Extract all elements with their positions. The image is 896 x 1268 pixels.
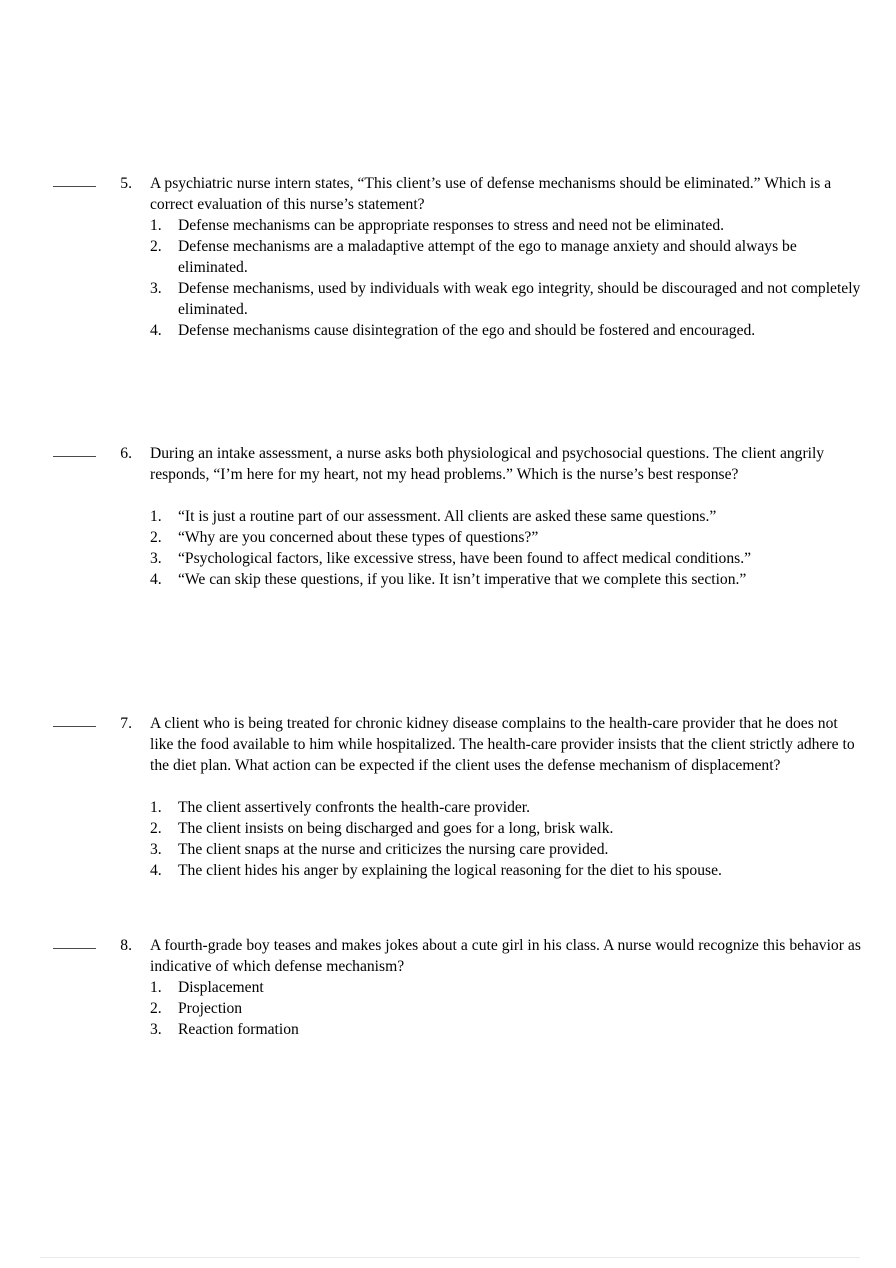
option-text: “We can skip these questions, if you like. It isn’t imperative that we complete this section.” [178, 571, 747, 588]
question-number-7: 7. [120, 715, 132, 732]
option-text: Displacement [178, 979, 264, 996]
option-text: The client assertively confronts the health-care provider. [178, 799, 531, 816]
question-text-7: A client who is being treated for chronic kidney disease complains to the health-care provider that he does not like the food available to him while hospitalized. The health-care provider insists that the client strictly adhere to the diet plan. What action can be expected if the client uses the defense mechanism of displacement? [150, 715, 855, 774]
option-number: 4. [150, 322, 162, 339]
option-item[interactable] [150, 1019, 862, 1040]
option-item[interactable] [150, 818, 862, 839]
option-number: 2. [150, 820, 162, 837]
option-number: 3. [150, 841, 162, 858]
question-block-5 [0, 173, 896, 339]
option-text: Defense mechanisms cause disintegration of the ego and should be fostered and encouraged. [178, 322, 756, 339]
option-text: The client insists on being discharged and goes for a long, brisk walk. [178, 820, 614, 837]
option-text: “It is just a routine part of our assessment. All clients are asked these same questions.” [178, 508, 717, 525]
option-number: 2. [150, 529, 162, 546]
option-number: 4. [150, 862, 162, 879]
option-item[interactable] [150, 569, 862, 590]
option-text: The client snaps at the nurse and criticizes the nursing care provided. [178, 841, 609, 858]
question-text-8: A fourth-grade boy teases and makes jokes about a cute girl in his class. A nurse would recognize this behavior as indicative of which defense mechanism? [150, 937, 861, 975]
option-number: 3. [150, 280, 162, 297]
question-number-6: 6. [120, 445, 132, 462]
option-number: 1. [150, 217, 162, 234]
option-item[interactable] [150, 998, 862, 1019]
answer-blank-line-7[interactable] [53, 726, 96, 727]
question-block-7 [0, 713, 896, 879]
question-block-8 [0, 935, 896, 1038]
option-text: Projection [178, 1000, 243, 1017]
option-text: Reaction formation [178, 1021, 299, 1038]
option-text: Defense mechanisms are a maladaptive attempt of the ego to manage anxiety and should always be eliminated. [178, 238, 797, 276]
option-item[interactable] [150, 977, 862, 998]
option-item[interactable] [150, 527, 862, 548]
option-item[interactable] [150, 215, 862, 236]
option-number: 4. [150, 571, 162, 588]
option-item[interactable] [150, 320, 862, 341]
option-text: “Psychological factors, like excessive stress, have been found to affect medical conditions.” [178, 550, 752, 567]
option-number: 1. [150, 979, 162, 996]
question-stem-row-5 [0, 173, 896, 215]
question-number-5: 5. [120, 175, 132, 192]
question-stem-row-7 [0, 713, 896, 797]
option-number: 3. [150, 1021, 162, 1038]
option-number: 1. [150, 799, 162, 816]
options-list-7 [150, 797, 862, 881]
option-item[interactable] [150, 839, 862, 860]
options-list-5 [150, 215, 862, 341]
question-text-5: A psychiatric nurse intern states, “This client’s use of defense mechanisms should be eliminated.” Which is a correct evaluation of this nurse’s statement? [150, 175, 832, 213]
question-stem-row-6 [0, 443, 896, 506]
option-item[interactable] [150, 278, 862, 320]
option-item[interactable] [150, 797, 862, 818]
answer-blank-line-5[interactable] [53, 186, 96, 187]
option-number: 1. [150, 508, 162, 525]
question-stem-row-8 [0, 935, 896, 977]
question-text-6: During an intake assessment, a nurse asks both physiological and psychosocial questions. The client angrily responds, “I’m here for my heart, not my head problems.” Which is the nurse’s best response? [150, 445, 825, 483]
option-item[interactable] [150, 548, 862, 569]
answer-blank-line-6[interactable] [53, 456, 96, 457]
option-number: 2. [150, 1000, 162, 1017]
answer-blank-line-8[interactable] [53, 948, 96, 949]
options-list-6 [150, 506, 862, 590]
option-text: Defense mechanisms can be appropriate responses to stress and need not be eliminated. [178, 217, 725, 234]
page-bottom-divider [40, 1257, 860, 1258]
option-text: Defense mechanisms, used by individuals with weak ego integrity, should be discouraged and not completely eliminated. [178, 280, 861, 318]
option-item[interactable] [150, 860, 862, 881]
option-text: “Why are you concerned about these types of questions?” [178, 529, 539, 546]
option-number: 3. [150, 550, 162, 567]
options-list-8 [150, 977, 862, 1040]
option-text: The client hides his anger by explaining the logical reasoning for the diet to his spouse. [178, 862, 722, 879]
option-item[interactable] [150, 236, 862, 278]
question-number-8: 8. [120, 937, 132, 954]
question-block-6 [0, 443, 896, 588]
option-item[interactable] [150, 506, 862, 527]
option-number: 2. [150, 238, 162, 255]
